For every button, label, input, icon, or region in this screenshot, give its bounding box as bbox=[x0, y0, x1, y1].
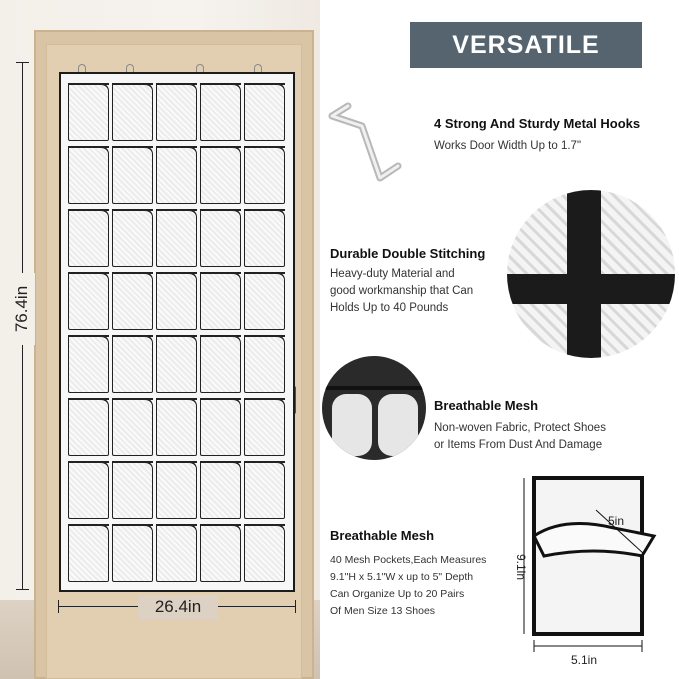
mesh-pocket bbox=[68, 146, 109, 204]
mesh-pocket bbox=[200, 524, 241, 582]
mesh-pocket bbox=[68, 83, 109, 141]
feature-title: 4 Strong And Sturdy Metal Hooks bbox=[434, 116, 641, 131]
pocket-edge bbox=[322, 386, 426, 390]
horizontal-binding bbox=[507, 274, 675, 304]
mesh-pocket bbox=[68, 461, 109, 519]
feature-desc: Non-woven Fabric, Protect Shoes bbox=[434, 422, 606, 434]
mesh-pocket bbox=[156, 209, 197, 267]
feature-title: Breathable Mesh bbox=[434, 398, 539, 413]
feature-desc: good workmanship that Can bbox=[330, 285, 474, 297]
mesh-pocket bbox=[156, 335, 197, 393]
versatile-banner: VERSATILE bbox=[410, 22, 642, 68]
mesh-pocket bbox=[200, 335, 241, 393]
feature-desc: 40 Mesh Pockets,Each Measures bbox=[330, 554, 487, 566]
shoe bbox=[378, 394, 418, 456]
feature-desc: Holds Up to 40 Pounds bbox=[330, 302, 449, 314]
mesh-pocket bbox=[112, 83, 153, 141]
mesh-pocket bbox=[68, 335, 109, 393]
mesh-pocket bbox=[68, 524, 109, 582]
mesh-pocket bbox=[200, 83, 241, 141]
mesh-pocket bbox=[112, 272, 153, 330]
mesh-pocket bbox=[112, 146, 153, 204]
height-dimension-cap bbox=[16, 589, 29, 590]
pocket-width-label: 5.1in bbox=[568, 653, 600, 667]
shoes-in-pocket-image bbox=[322, 356, 426, 460]
feature-desc: Works Door Width Up to 1.7" bbox=[434, 140, 582, 152]
mesh-pocket bbox=[68, 272, 109, 330]
height-label: 76.4in bbox=[9, 273, 35, 345]
shoe-organizer bbox=[59, 72, 295, 592]
mesh-pocket bbox=[244, 272, 285, 330]
mesh-pocket bbox=[112, 335, 153, 393]
mesh-pocket bbox=[200, 398, 241, 456]
mesh-pocket bbox=[244, 335, 285, 393]
mesh-pocket bbox=[156, 461, 197, 519]
mesh-pocket bbox=[156, 83, 197, 141]
pocket-depth-label: 5in bbox=[608, 514, 625, 528]
mesh-pocket bbox=[156, 524, 197, 582]
mesh-pocket bbox=[244, 146, 285, 204]
mesh-pocket bbox=[68, 398, 109, 456]
mesh-pocket bbox=[244, 83, 285, 141]
feature-desc: or Items From Dust And Damage bbox=[434, 439, 603, 451]
mesh-pocket bbox=[200, 146, 241, 204]
feature-desc: Heavy-duty Material and bbox=[330, 268, 455, 280]
shoe bbox=[332, 394, 372, 456]
mesh-pocket bbox=[156, 272, 197, 330]
width-label: 26.4in bbox=[138, 595, 218, 619]
feature-desc: 9.1"H x 5.1"W x up to 5" Depth bbox=[330, 571, 474, 583]
width-dimension-cap bbox=[58, 600, 59, 613]
feature-title: Breathable Mesh bbox=[330, 528, 435, 543]
metal-hook-image bbox=[318, 86, 416, 186]
pocket-height-label: 9.1in bbox=[514, 553, 529, 581]
door-scene bbox=[0, 0, 320, 679]
mesh-pocket bbox=[244, 209, 285, 267]
mesh-pocket bbox=[200, 209, 241, 267]
mesh-pocket bbox=[244, 524, 285, 582]
mesh-pocket bbox=[200, 461, 241, 519]
mesh-pocket bbox=[68, 209, 109, 267]
mesh-pocket bbox=[112, 398, 153, 456]
mesh-pocket bbox=[200, 272, 241, 330]
height-dimension-cap bbox=[16, 62, 29, 63]
mesh-pocket bbox=[244, 398, 285, 456]
mesh-pocket bbox=[244, 461, 285, 519]
mesh-pocket bbox=[156, 146, 197, 204]
feature-title: Durable Double Stitching bbox=[330, 246, 486, 261]
feature-desc: Can Organize Up to 20 Pairs bbox=[330, 588, 465, 600]
stitching-closeup-image bbox=[507, 190, 675, 358]
width-dimension-cap bbox=[295, 600, 296, 613]
mesh-pocket bbox=[112, 461, 153, 519]
mesh-pocket bbox=[112, 524, 153, 582]
feature-desc: Of Men Size 13 Shoes bbox=[330, 605, 436, 617]
mesh-pocket bbox=[156, 398, 197, 456]
mesh-pocket bbox=[112, 209, 153, 267]
